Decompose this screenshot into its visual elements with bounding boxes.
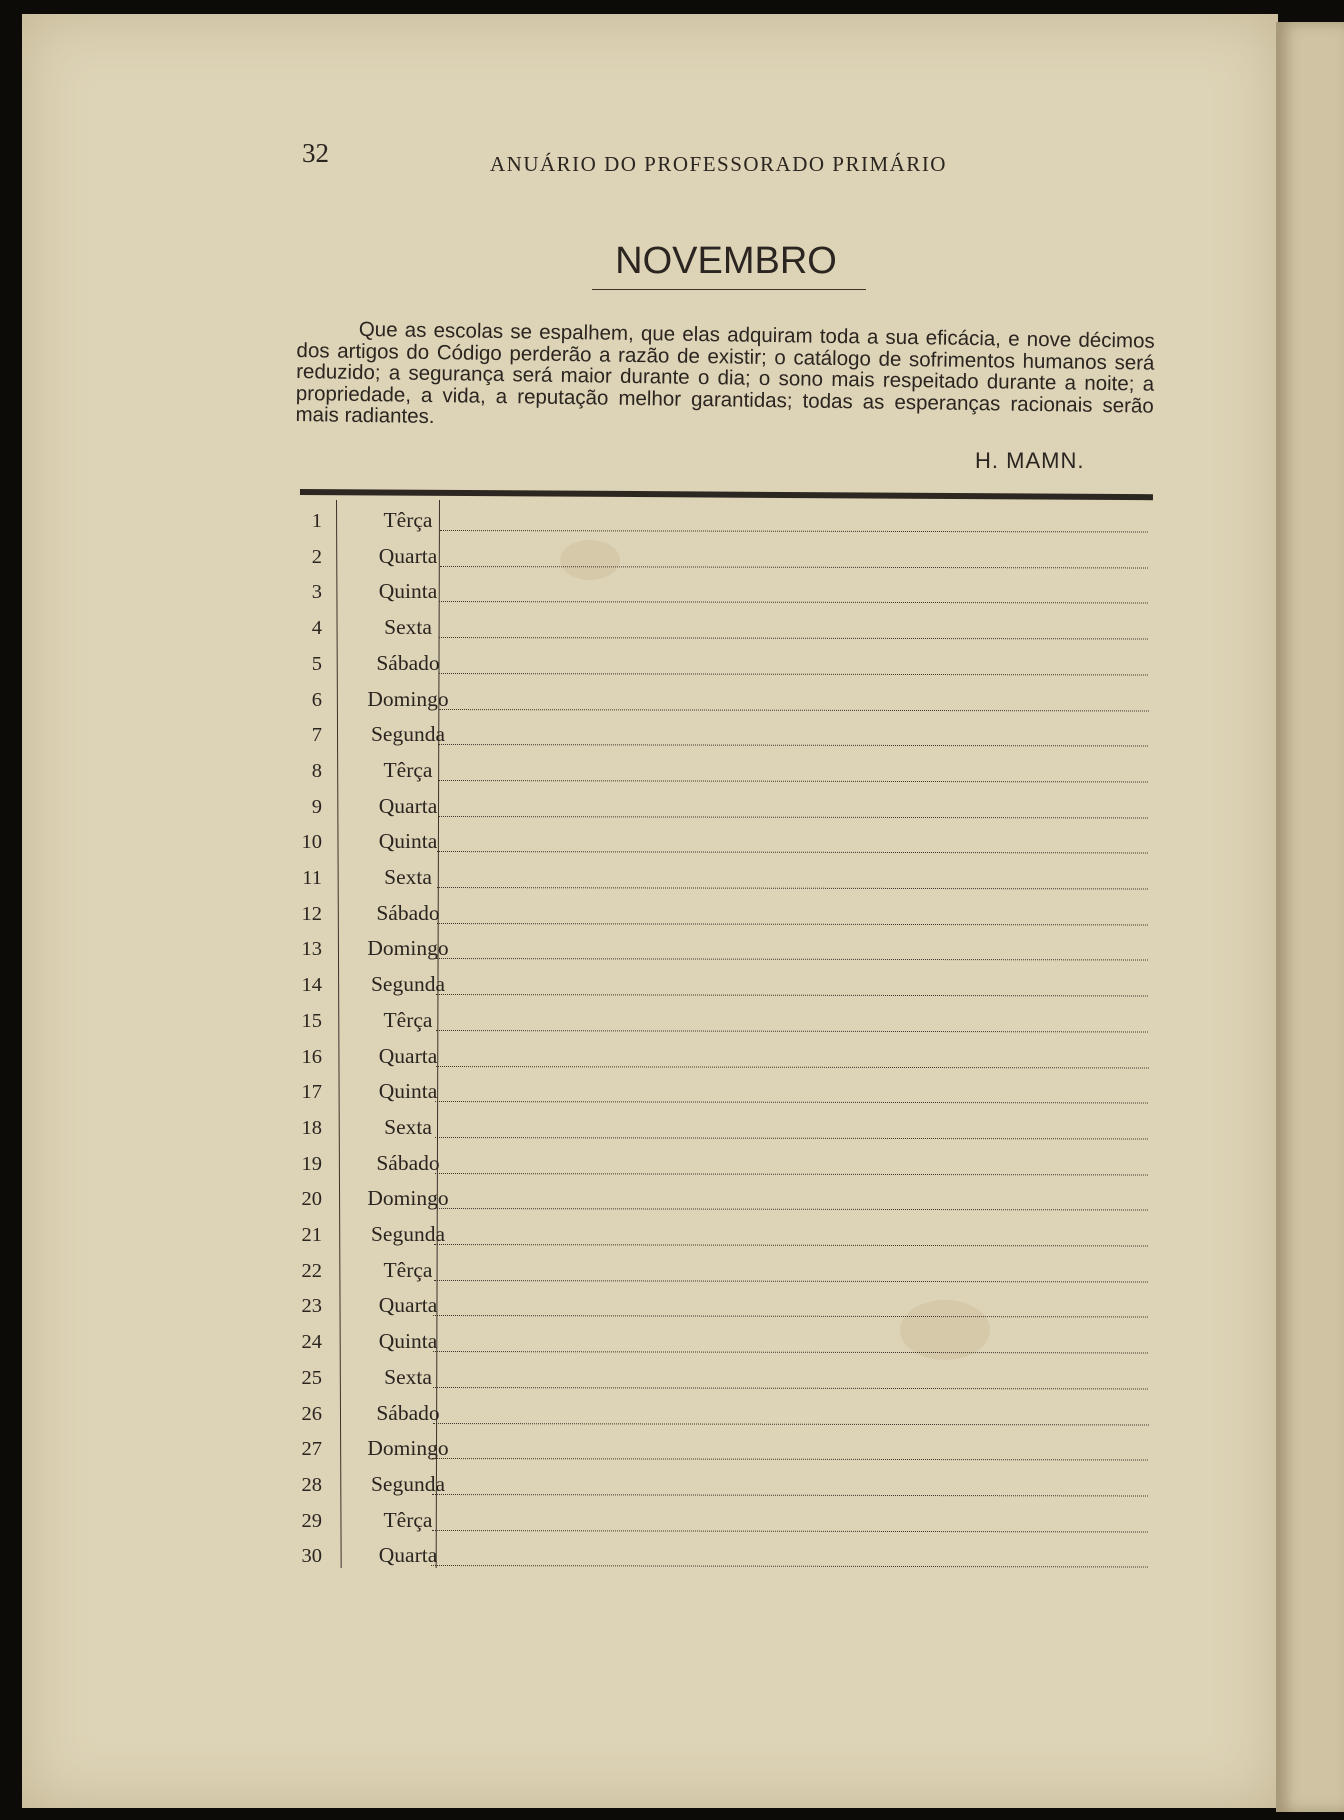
- note-line[interactable]: [440, 566, 1148, 568]
- weekday-name: Quarta: [378, 1043, 438, 1068]
- note-line[interactable]: [439, 601, 1148, 603]
- calendar-row: [290, 573, 1160, 609]
- day-number: 17: [301, 1081, 322, 1104]
- weekday-name: Têrça: [383, 757, 433, 782]
- calendar-row: [290, 1145, 1160, 1181]
- note-line[interactable]: [439, 637, 1148, 639]
- calendar-row: [290, 1395, 1160, 1431]
- calendar-row: [290, 1430, 1160, 1466]
- calendar-row: [290, 895, 1160, 931]
- day-number: 2: [311, 545, 322, 568]
- title-underline: [592, 289, 866, 290]
- weekday-name: Quarta: [378, 1293, 438, 1318]
- note-line[interactable]: [438, 709, 1148, 711]
- weekday-name: Têrça: [383, 508, 433, 532]
- note-line[interactable]: [437, 923, 1148, 925]
- day-number: 23: [301, 1295, 322, 1318]
- day-number: 18: [301, 1116, 322, 1139]
- weekday-name: Segunda: [370, 1471, 446, 1496]
- day-number: 29: [301, 1509, 322, 1532]
- note-line[interactable]: [436, 958, 1148, 960]
- day-number: 14: [301, 974, 322, 997]
- calendar-row: [290, 1537, 1160, 1573]
- calendar-table: [290, 502, 1160, 1572]
- calendar-row: [290, 538, 1160, 574]
- weekday-name: Quarta: [378, 793, 438, 818]
- calendar-row: [290, 1502, 1160, 1538]
- weekday-name: Sábado: [376, 1150, 440, 1175]
- day-number: 22: [301, 1259, 322, 1282]
- calendar-row: [290, 1002, 1160, 1038]
- note-line[interactable]: [434, 1280, 1148, 1282]
- weekday-name: Domingo: [367, 686, 449, 711]
- note-line[interactable]: [440, 530, 1148, 532]
- note-line[interactable]: [436, 1030, 1148, 1032]
- day-number: 5: [311, 652, 322, 675]
- calendar-row: [290, 681, 1160, 717]
- day-number: 16: [301, 1045, 322, 1068]
- calendar-row: [290, 1252, 1160, 1288]
- note-line[interactable]: [439, 673, 1148, 675]
- note-line[interactable]: [437, 851, 1148, 853]
- note-line[interactable]: [434, 1244, 1148, 1246]
- weekday-name: Quinta: [378, 1079, 438, 1104]
- weekday-name: Quinta: [378, 579, 438, 604]
- page-number: 32: [302, 138, 329, 168]
- day-number: 10: [301, 831, 322, 854]
- calendar-row: [290, 1466, 1160, 1502]
- weekday-name: Têrça: [383, 1257, 433, 1282]
- weekday-name: Sábado: [376, 650, 440, 675]
- running-head: ANUÁRIO DO PROFESSORADO PRIMÁRIO: [490, 152, 947, 176]
- day-number: 11: [302, 867, 322, 889]
- day-number: 19: [301, 1152, 322, 1175]
- note-line[interactable]: [438, 780, 1148, 782]
- day-number: 30: [301, 1545, 322, 1568]
- day-number: 25: [301, 1366, 322, 1389]
- day-number: 28: [301, 1473, 322, 1496]
- calendar-row: [290, 716, 1160, 752]
- calendar-row: [290, 609, 1160, 645]
- note-line[interactable]: [432, 1423, 1148, 1425]
- weekday-name: Sábado: [376, 900, 440, 925]
- calendar-row: [290, 930, 1160, 966]
- weekday-name: Domingo: [367, 1436, 449, 1461]
- day-number: 6: [311, 688, 322, 711]
- weekday-name: Quarta: [378, 543, 438, 568]
- day-number: 13: [301, 938, 322, 961]
- weekday-name: Sexta: [384, 615, 432, 640]
- weekday-name: Segunda: [370, 972, 446, 997]
- epigraph-quote: Que as escolas se espalhem, que elas adquiram toda a sua eficácia, e nove décimos dos artigos do Código perderão a razão de existir; o catálogo de sofrimentos humanos será reduzido; a segurança será maior durante o dia; o sono mais respeitado durante a noite; a propriedade, a vida, a reputação melhor garantidas; todas as esperanças racionais serão mais radiantes.: [295, 317, 1155, 429]
- calendar-row: [290, 502, 1160, 538]
- weekday-name: Domingo: [367, 936, 449, 961]
- calendar-row: [290, 1359, 1160, 1395]
- day-number: 27: [301, 1438, 322, 1461]
- note-line[interactable]: [436, 994, 1148, 996]
- facing-page-edge: [1278, 22, 1344, 1812]
- note-line[interactable]: [434, 1208, 1148, 1210]
- day-number: 9: [311, 795, 322, 818]
- calendar-row: [290, 823, 1160, 859]
- weekday-name: Sexta: [384, 1114, 432, 1139]
- calendar-row: [290, 1287, 1160, 1323]
- note-line[interactable]: [432, 1458, 1148, 1460]
- weekday-name: Sexta: [384, 1364, 432, 1389]
- day-number: 4: [311, 617, 322, 640]
- note-line[interactable]: [431, 1565, 1148, 1568]
- calendar-row: [290, 1323, 1160, 1359]
- calendar-row: [290, 859, 1160, 895]
- weekday-name: Quinta: [378, 1329, 438, 1354]
- calendar-row: [290, 966, 1160, 1002]
- day-number: 20: [301, 1188, 322, 1211]
- calendar-row: [290, 1109, 1160, 1145]
- calendar-row: [290, 1038, 1160, 1074]
- calendar-row: [290, 1180, 1160, 1216]
- weekday-name: Segunda: [370, 1222, 446, 1246]
- month-title: NOVEMBRO: [615, 240, 837, 282]
- weekday-name: Quarta: [378, 1543, 438, 1568]
- weekday-name: Segunda: [370, 722, 446, 747]
- note-line[interactable]: [433, 1351, 1148, 1353]
- weekday-name: Sexta: [384, 865, 432, 889]
- day-number: 15: [301, 1009, 322, 1032]
- day-number: 24: [301, 1331, 322, 1354]
- day-number: 21: [301, 1224, 322, 1246]
- note-line[interactable]: [435, 1101, 1148, 1103]
- weekday-name: Sábado: [376, 1400, 440, 1425]
- weekday-name: Têrça: [383, 1507, 433, 1532]
- note-line[interactable]: [438, 816, 1148, 818]
- note-line[interactable]: [437, 887, 1148, 889]
- note-line[interactable]: [435, 1066, 1148, 1068]
- note-line[interactable]: [435, 1173, 1148, 1175]
- calendar-row: [290, 752, 1160, 788]
- day-number: 26: [301, 1402, 322, 1425]
- weekday-name: Domingo: [367, 1186, 449, 1211]
- note-line[interactable]: [433, 1315, 1148, 1317]
- note-line[interactable]: [433, 1387, 1148, 1389]
- quote-author: H. MAMN.: [975, 448, 1085, 473]
- note-line[interactable]: [438, 744, 1148, 746]
- note-line[interactable]: [435, 1137, 1148, 1139]
- weekday-name: Quinta: [378, 829, 438, 854]
- calendar-row: [290, 645, 1160, 681]
- day-number: 1: [311, 510, 322, 532]
- day-number: 12: [301, 902, 322, 925]
- day-number: 7: [311, 724, 322, 747]
- calendar-row: [290, 788, 1160, 824]
- weekday-name: Têrça: [383, 1007, 433, 1032]
- calendar-row: [290, 1216, 1160, 1252]
- note-line[interactable]: [432, 1530, 1148, 1533]
- calendar-row: [290, 1073, 1160, 1109]
- day-number: 3: [311, 581, 322, 604]
- note-line[interactable]: [432, 1494, 1148, 1496]
- day-number: 8: [311, 759, 322, 782]
